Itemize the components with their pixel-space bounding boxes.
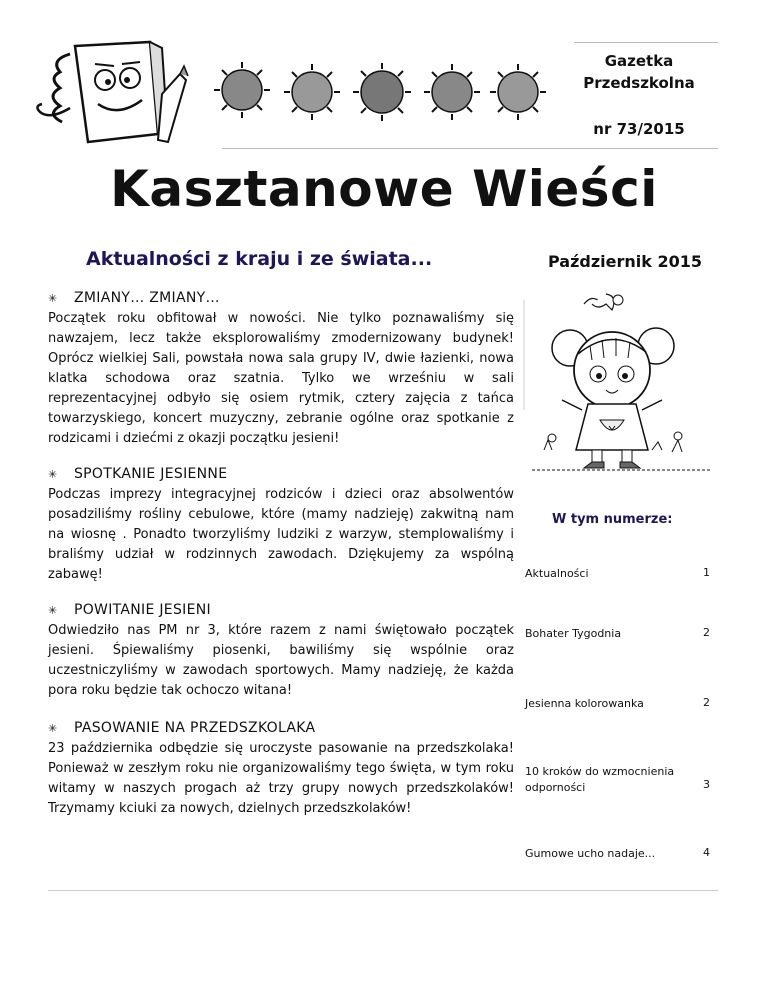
article-body: 23 października odbędzie się uroczyste pasowanie na przedszkolaka! Ponieważ w zeszłym roku nie organizowaliśmy tego święta, w tym roku witamy w naszych progach aż trzy grupy nowych przedszkolaków! Trzymamy kciuki za nowych, dzielnych przedszkolaków! xyxy=(48,741,514,816)
chestnuts-decoration xyxy=(212,58,552,128)
toc-title: W tym numerze: xyxy=(552,512,673,527)
article-heading: SPOTKANIE JESIENNE xyxy=(74,466,228,482)
section-title: Aktualności z kraju i ze świata... xyxy=(86,248,433,270)
toc-item-page: 2 xyxy=(703,626,710,639)
chestnut-icon xyxy=(214,62,270,118)
article xyxy=(48,288,514,449)
article-heading: POWITANIE JESIENI xyxy=(74,602,211,618)
issue-number: nr 73/2015 xyxy=(593,120,685,138)
toc-item-label: Jesienna kolorowanka xyxy=(525,697,644,710)
toc-item-page: 4 xyxy=(703,846,710,859)
article xyxy=(48,464,514,585)
toc-item-page: 3 xyxy=(703,778,710,791)
article xyxy=(48,600,514,701)
bullet-star-icon: ✳ xyxy=(48,604,58,617)
toc-item-label: Bohater Tygodnia xyxy=(525,627,622,640)
bullet-star-icon: ✳ xyxy=(48,468,58,481)
bottom-rule xyxy=(48,890,718,891)
article-body: Początek roku obfitował w nowości. Nie tylko poznawaliśmy się nawzajem, lecz także eksplorowaliśmy zmodernizowany budynek! Oprócz wielkiej Sali, powstała nowa sala grupy IV, dwie łazienki, nowa klatka schodowa oraz szatnia. Tylko we wrześniu w sali reprezentacyjnej odbyło się osiem rytmik, cztery zajęcia z tańca towarzyskiego, koncert muzyczny, zebranie ogólne oraz spotkanie z rodzicami i dziećmi z okazji początku jesieni! xyxy=(48,311,514,446)
girl-illustration xyxy=(522,290,722,480)
header-top-rule xyxy=(574,42,718,43)
bullet-star-icon: ✳ xyxy=(48,722,58,735)
toc-item-page: 2 xyxy=(703,696,710,709)
toc-item-label: 10 kroków do wzmocnienia odporności xyxy=(525,765,675,794)
article-body: Podczas imprezy integracyjnej rodziców i dzieci oraz absolwentów posadziliśmy rośliny cebulowe, które (mamy nadzieję) zakwitną nam na wiosnę . Ponadto tworzyliśmy ludziki z warzyw, stemplowaliśmy i braliśmy udział w rodzinnych zawodach. Dziękujemy za wspólną zabawę! xyxy=(48,487,514,582)
toc-item-page: 1 xyxy=(703,566,710,579)
article xyxy=(48,718,514,819)
issue-line1: Gazetka xyxy=(604,52,674,70)
book-mascot-illustration xyxy=(30,34,190,154)
bullet-star-icon: ✳ xyxy=(48,292,58,305)
toc-item-label: Aktualności xyxy=(525,567,589,580)
masthead-title: Kasztanowe Wieści xyxy=(110,160,658,218)
issue-month: Październik 2015 xyxy=(548,252,703,271)
issue-line2: Przedszkolna xyxy=(583,74,695,92)
article-body: Odwiedziło nas PM nr 3, które razem z nami świętowało początek jesieni. Śpiewaliśmy piosenki, bawiliśmy się wspólnie oraz uczestniczyliśmy w zawodach sportowych. Mamy nadzieję, że każda pora roku będzie tak ochoczo witana! xyxy=(48,623,514,698)
article-heading: ZMIANY… ZMIANY… xyxy=(74,290,220,306)
article-heading: PASOWANIE NA PRZEDSZKOLAKA xyxy=(74,720,316,736)
toc-item-label: Gumowe ucho nadaje... xyxy=(525,847,656,860)
header-bottom-rule xyxy=(222,148,718,149)
